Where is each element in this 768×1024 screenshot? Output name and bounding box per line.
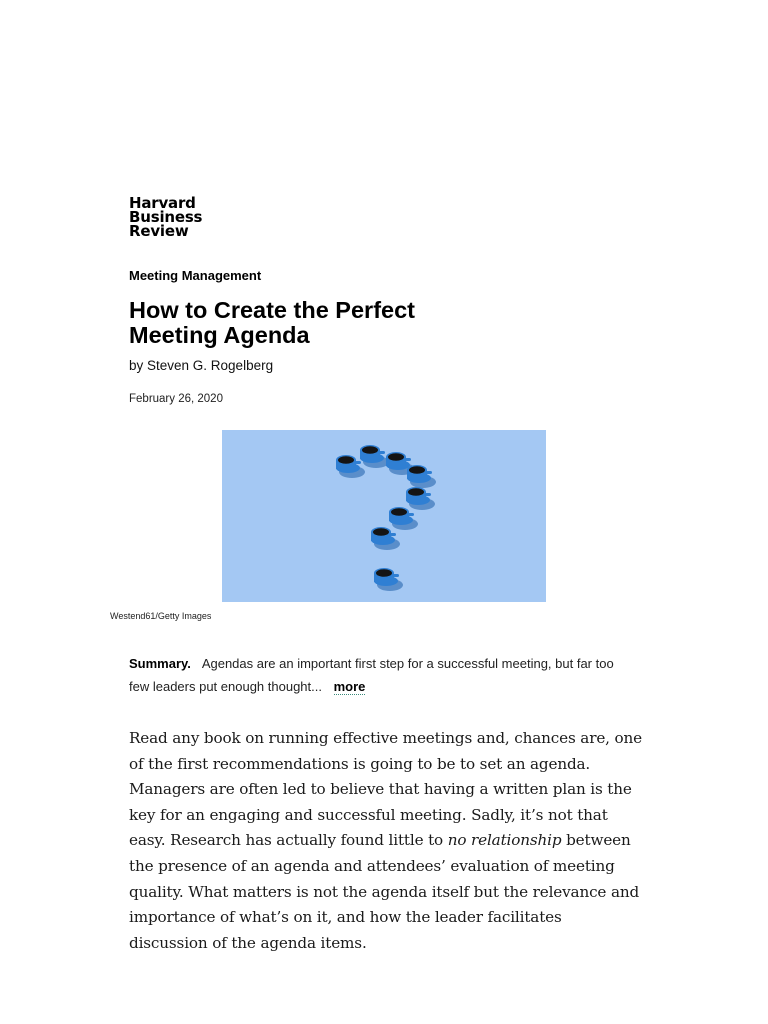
summary-text: Agendas are an important first step for a successful meeting, but far too few leaders put enough thought... xyxy=(129,656,614,694)
more-link[interactable]: more xyxy=(333,679,366,694)
hero-image xyxy=(222,430,546,602)
publish-date: February 26, 2020 xyxy=(129,393,223,405)
coffee-cups-question-mark-illustration xyxy=(222,430,546,602)
logo-line-2: Business xyxy=(129,208,203,226)
logo-line-3: Review xyxy=(129,222,189,240)
image-credit: Westend61/Getty Images xyxy=(110,611,212,621)
logo-line-1: Harvard xyxy=(129,194,196,212)
body-text-part-1: Read any book on running effective meetings and, chances are, one of the first recommendations is going to be to set an agenda. Managers are often led to believe that having a written plan is the key for an engaging and successful meeting. Sadly, it’s not that easy. Research has actually found little to xyxy=(129,729,642,850)
hbr-logo[interactable] xyxy=(129,196,202,238)
body-emphasis: no relationship xyxy=(447,831,562,850)
article-body-paragraph xyxy=(129,726,644,956)
coffee-cup xyxy=(371,527,400,550)
body-text-part-2: between the presence of an agenda and attendees’ evaluation of meeting quality. What matters is not the agenda itself but the relevance and importance of what’s on it, and how the leader facilitates discussion of the agenda items. xyxy=(129,831,640,952)
coffee-cup xyxy=(389,507,418,530)
topic-link[interactable]: Meeting Management xyxy=(129,268,262,283)
coffee-cup xyxy=(406,487,435,510)
summary-label: Summary. xyxy=(129,656,191,671)
coffee-cup xyxy=(374,568,403,591)
coffee-cup xyxy=(407,465,436,488)
author-byline[interactable]: by Steven G. Rogelberg xyxy=(129,358,274,373)
article-title: How to Create the Perfect Meeting Agenda xyxy=(129,297,415,348)
article-summary xyxy=(129,652,629,698)
coffee-cup xyxy=(360,445,389,468)
